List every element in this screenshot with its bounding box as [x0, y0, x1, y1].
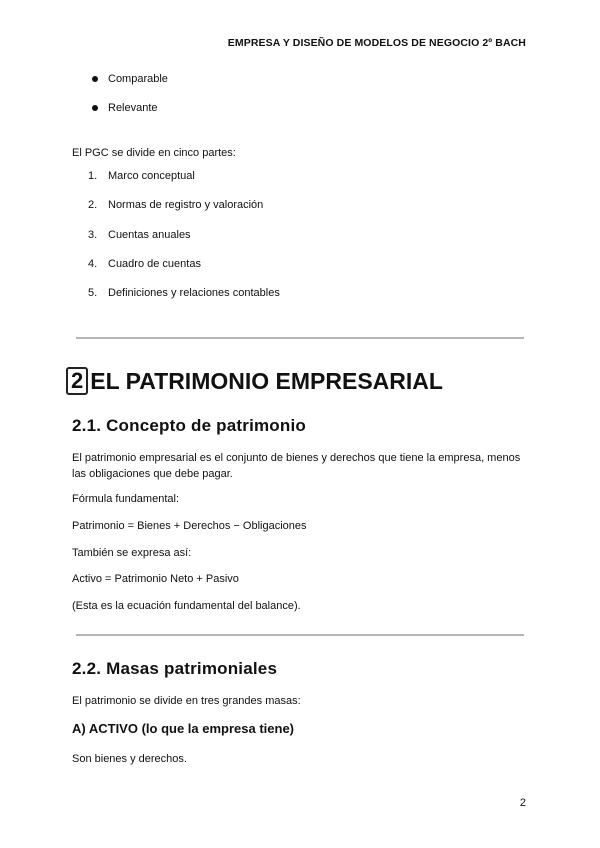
list-item: 1. Marco conceptual: [88, 170, 195, 182]
pgc-intro: El PGC se divide en cinco partes:: [72, 147, 236, 159]
list-item: 4. Cuadro de cuentas: [88, 257, 201, 270]
formula-text: Patrimonio = Bienes + Derechos − Obligaciones: [72, 520, 307, 532]
also-text: También se expresa así:: [72, 547, 192, 559]
bullet-list: [92, 72, 168, 130]
list-item: 2. Normas de registro y valoración: [88, 199, 264, 212]
note-text: (Esta es la ecuación fundamental del balance).: [72, 600, 301, 612]
subsection-title: 2.1. Concepto de patrimonio: [72, 416, 306, 435]
divider: [76, 634, 524, 636]
equation-text: Activo = Patrimonio Neto + Pasivo: [72, 573, 239, 585]
section-title: EL PATRIMONIO EMPRESARIAL: [90, 367, 443, 394]
subsection-title: 2.2. Masas patrimoniales: [72, 659, 278, 678]
definition-paragraph: El patrimonio empresarial es el conjunto de bienes y derechos que tiene la empresa, menos las obligaciones que debe pagar.: [72, 452, 521, 480]
bullet-icon: [92, 76, 98, 82]
divider: [76, 337, 524, 339]
list-item: Comparable: [92, 72, 168, 101]
running-header: EMPRESA Y DISEÑO DE MODELOS DE NEGOCIO 2º BACH: [227, 37, 526, 49]
bullet-icon: [92, 105, 98, 111]
formula-label: Fórmula fundamental:: [72, 493, 179, 505]
activo-heading: A) ACTIVO (lo que la empresa tiene): [72, 721, 295, 736]
section-number: 2: [66, 367, 88, 395]
list-item: 5. Definiciones y relaciones contables: [88, 287, 280, 300]
masses-intro: El patrimonio se divide en tres grandes masas:: [72, 695, 301, 707]
section-heading: [66, 367, 443, 395]
page-number: 2: [519, 797, 526, 809]
list-item: Relevante: [92, 101, 168, 130]
pgc-parts-list: [88, 169, 280, 315]
activo-text: Son bienes y derechos.: [72, 753, 187, 765]
list-item: 3. Cuentas anuales: [88, 228, 191, 241]
